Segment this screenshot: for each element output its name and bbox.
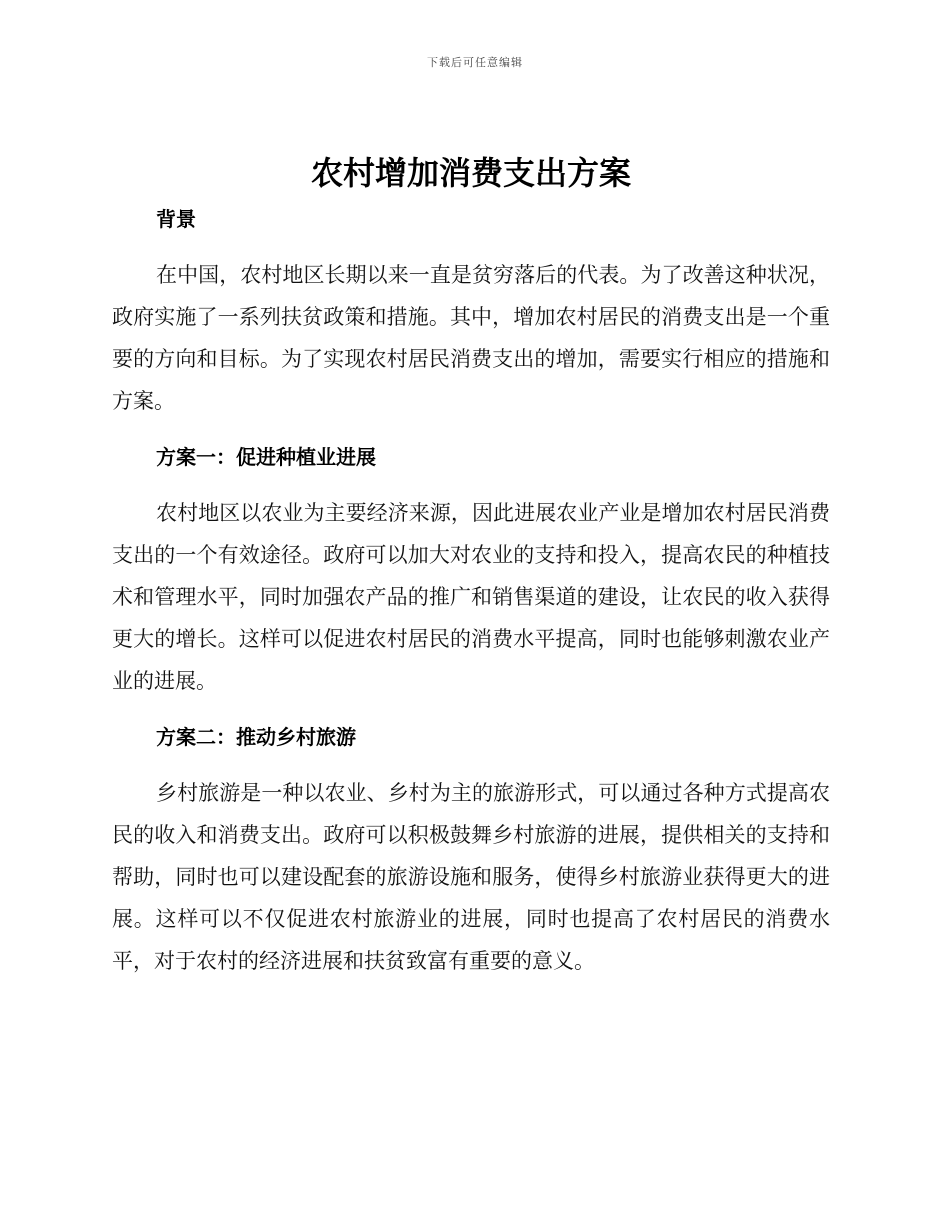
paragraph-plan-one: 农村地区以农业为主要经济来源，因此进展农业产业是增加农村居民消费支出的一个有效途径。政府可以加大对农业的支持和投入，提高农民的种植技术和管理水平，同时加强农产品的推广和销售渠道的建设，让农民的收入获得更大的增长。这样可以促进农村居民的消费水平提高，同时也能够刺激农业产业的进展。 <box>112 501 830 693</box>
section-heading-plan-one: 方案一：促进种植业进展 <box>156 445 376 469</box>
section-heading-background: 背景 <box>156 207 196 231</box>
document-title: 农村增加消费支出方案 <box>310 154 631 192</box>
section-background <box>112 198 830 422</box>
header-note: 下载后可任意编辑 <box>427 56 523 69</box>
section-plan-two <box>112 716 830 982</box>
document-content <box>112 148 830 996</box>
paragraph-plan-two: 乡村旅游是一种以农业、乡村为主的旅游形式，可以通过各种方式提高农民的收入和消费支出。政府可以积极鼓舞乡村旅游的进展，提供相关的支持和帮助，同时也可以建设配套的旅游设施和服务，使得乡村旅游业获得更大的进展。这样可以不仅促进农村旅游业的进展，同时也提高了农村居民的消费水平，对于农村的经济进展和扶贫致富有重要的意义。 <box>112 781 830 973</box>
paragraph-background: 在中国，农村地区长期以来一直是贫穷落后的代表。为了改善这种状况，政府实施了一系列扶贫政策和措施。其中，增加农村居民的消费支出是一个重要的方向和目标。为了实现农村居民消费支出的增加，需要实行相应的措施和方案。 <box>112 263 830 413</box>
section-heading-plan-two: 方案二：推动乡村旅游 <box>156 725 356 749</box>
section-plan-one <box>112 436 830 702</box>
